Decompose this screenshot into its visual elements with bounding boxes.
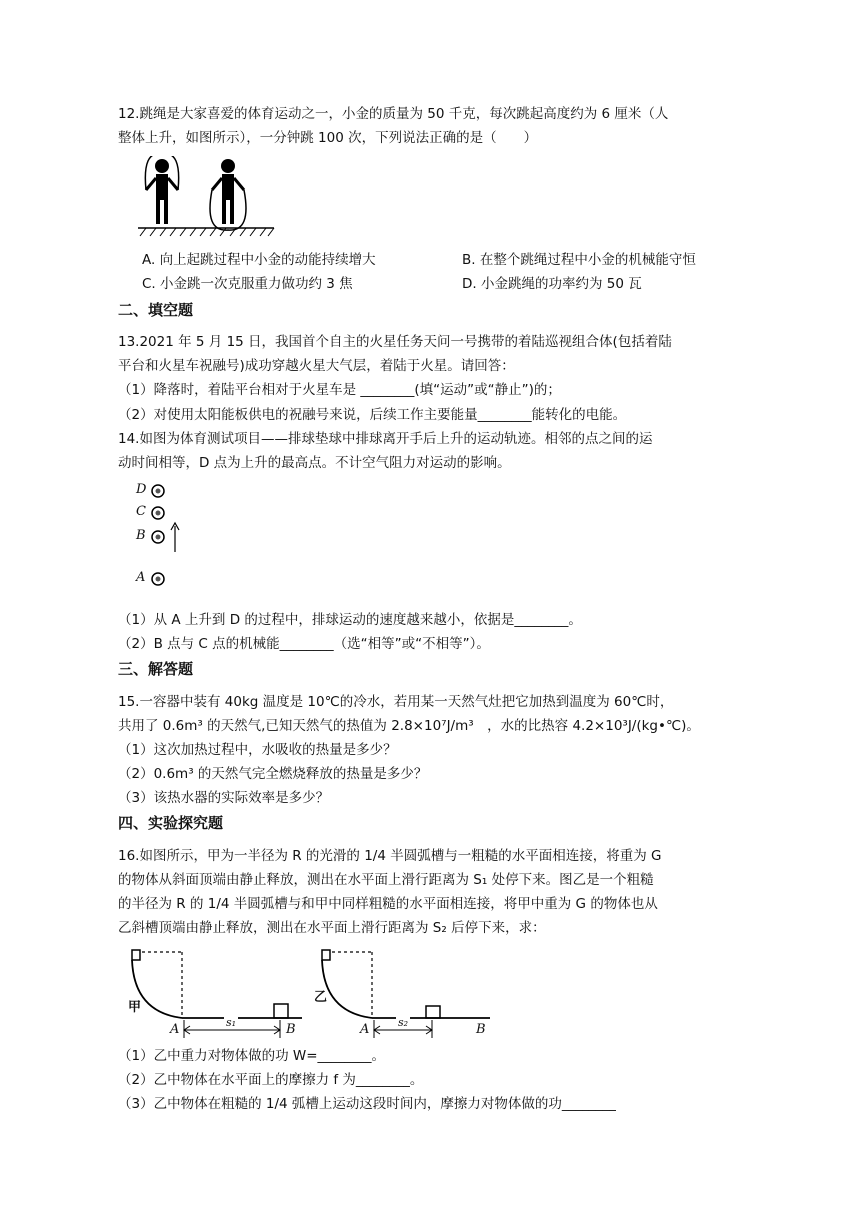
figure-yi-point-a: A <box>360 1022 370 1037</box>
figure-jia-distance-s1: s₁ <box>226 1016 237 1029</box>
figure-yi <box>314 946 494 1040</box>
figure-yi-distance-s2: s₂ <box>398 1016 409 1029</box>
jump-rope-figure <box>136 156 276 238</box>
point-label-b: B <box>136 528 146 543</box>
point-label-a: A <box>136 570 146 585</box>
q16-line-4: 乙斜槽顶端由静止释放，测出在水平面上滑行距离为 S₂ 后停下来，求： <box>118 920 546 936</box>
q16-line-6: （2）乙中物体在水平面上的摩擦力 f 为________。 <box>118 1072 424 1088</box>
q14-line-4: （2）B 点与 C 点的机械能________（选“相等”或“不相等”）。 <box>118 636 490 652</box>
q12-line-2: 整体上升，如图所示），一分钟跳 100 次，下列说法正确的是（ ） <box>118 130 538 146</box>
q14-line-3: （1）从 A 上升到 D 的过程中，排球运动的速度越来越小，依据是________。 <box>118 612 582 628</box>
q15-line-3: （1）这次加热过程中，水吸收的热量是多少？ <box>118 742 397 758</box>
figure-jia <box>128 946 306 1040</box>
q13-line-1: 13.2021 年 5 月 15 日，我国首个自主的火星任务天问一号携带的着陆巡视组合体(包括着陆 <box>118 334 672 350</box>
q16-line-1: 16.如图所示，甲为一半径为 R 的光滑的 1/4 半圆弧槽与一粗糙的水平面相连接，将重为 G <box>118 848 662 864</box>
figure-yi-label: 乙 <box>314 990 328 1005</box>
q13-line-4: （2）对使用太阳能板供电的祝融号来说，后续工作主要能量________能转化的电能。 <box>118 407 627 423</box>
figure-jia-point-b: B <box>286 1022 296 1037</box>
q12-option-c: C. 小金跳一次克服重力做功约 3 焦 <box>142 276 353 292</box>
q12-line-1: 12.跳绳是大家喜爱的体育运动之一，小金的质量为 50 千克，每次跳起高度约为 6 厘米（人 <box>118 106 669 122</box>
q12-option-b: B. 在整个跳绳过程中小金的机械能守恒 <box>462 252 696 268</box>
point-label-d: D <box>136 482 147 497</box>
q15-line-2: 共用了 0.6m³ 的天然气,已知天然气的热值为 2.8×10⁷J/m³ ，水的比热容 4.2×10³J/(kg•℃)。 <box>118 718 700 734</box>
point-label-c: C <box>136 504 146 519</box>
q16-line-3: 的半径为 R 的 1/4 半圆弧槽与和甲中同样粗糙的水平面相连接，将甲中重为 G 的物体也从 <box>118 896 658 912</box>
figure-yi-point-b: B <box>476 1022 486 1037</box>
figure-jia-label: 甲 <box>128 1000 142 1015</box>
section-title-experiment: 四、实验探究题 <box>118 814 224 832</box>
q12-option-a: A. 向上起跳过程中小金的动能持续增大 <box>142 252 376 268</box>
q15-line-5: （3）该热水器的实际效率是多少？ <box>118 790 330 806</box>
section-title-fill-in: 二、填空题 <box>118 301 194 319</box>
q15-line-4: （2）0.6m³ 的天然气完全燃烧释放的热量是多少？ <box>118 766 428 782</box>
volleyball-trajectory-figure <box>136 480 196 592</box>
q16-line-2: 的物体从斜面顶端由静止释放，测出在水平面上滑行距离为 S₁ 处停下来。图乙是一个粗糙 <box>118 872 654 888</box>
q14-line-1: 14.如图为体育测试项目——排球垫球中排球离开手后上升的运动轨迹。相邻的点之间的运 <box>118 431 653 447</box>
q16-line-5: （1）乙中重力对物体做的功 W=________。 <box>118 1048 386 1064</box>
section-title-answer: 三、解答题 <box>118 660 194 678</box>
figure-jia-point-a: A <box>170 1022 180 1037</box>
q13-line-2: 平台和火星车祝融号)成功穿越火星大气层，着陆于火星。请回答： <box>118 358 515 374</box>
q15-line-1: 15.一容器中装有 40kg 温度是 10℃的冷水，若用某一天然气灶把它加热到温度为 60℃时， <box>118 694 674 710</box>
q13-line-3: （1）降落时，着陆平台相对于火星车是 ________(填“运动”或“静止”)的； <box>118 382 561 398</box>
q16-line-7: （3）乙中物体在粗糙的 1/4 弧槽上运动这段时间内，摩擦力对物体做的功________ <box>118 1096 616 1112</box>
q14-line-2: 动时间相等，D 点为上升的最高点。不计空气阻力对运动的影响。 <box>118 455 511 471</box>
q12-option-d: D. 小金跳绳的功率约为 50 瓦 <box>462 276 642 292</box>
